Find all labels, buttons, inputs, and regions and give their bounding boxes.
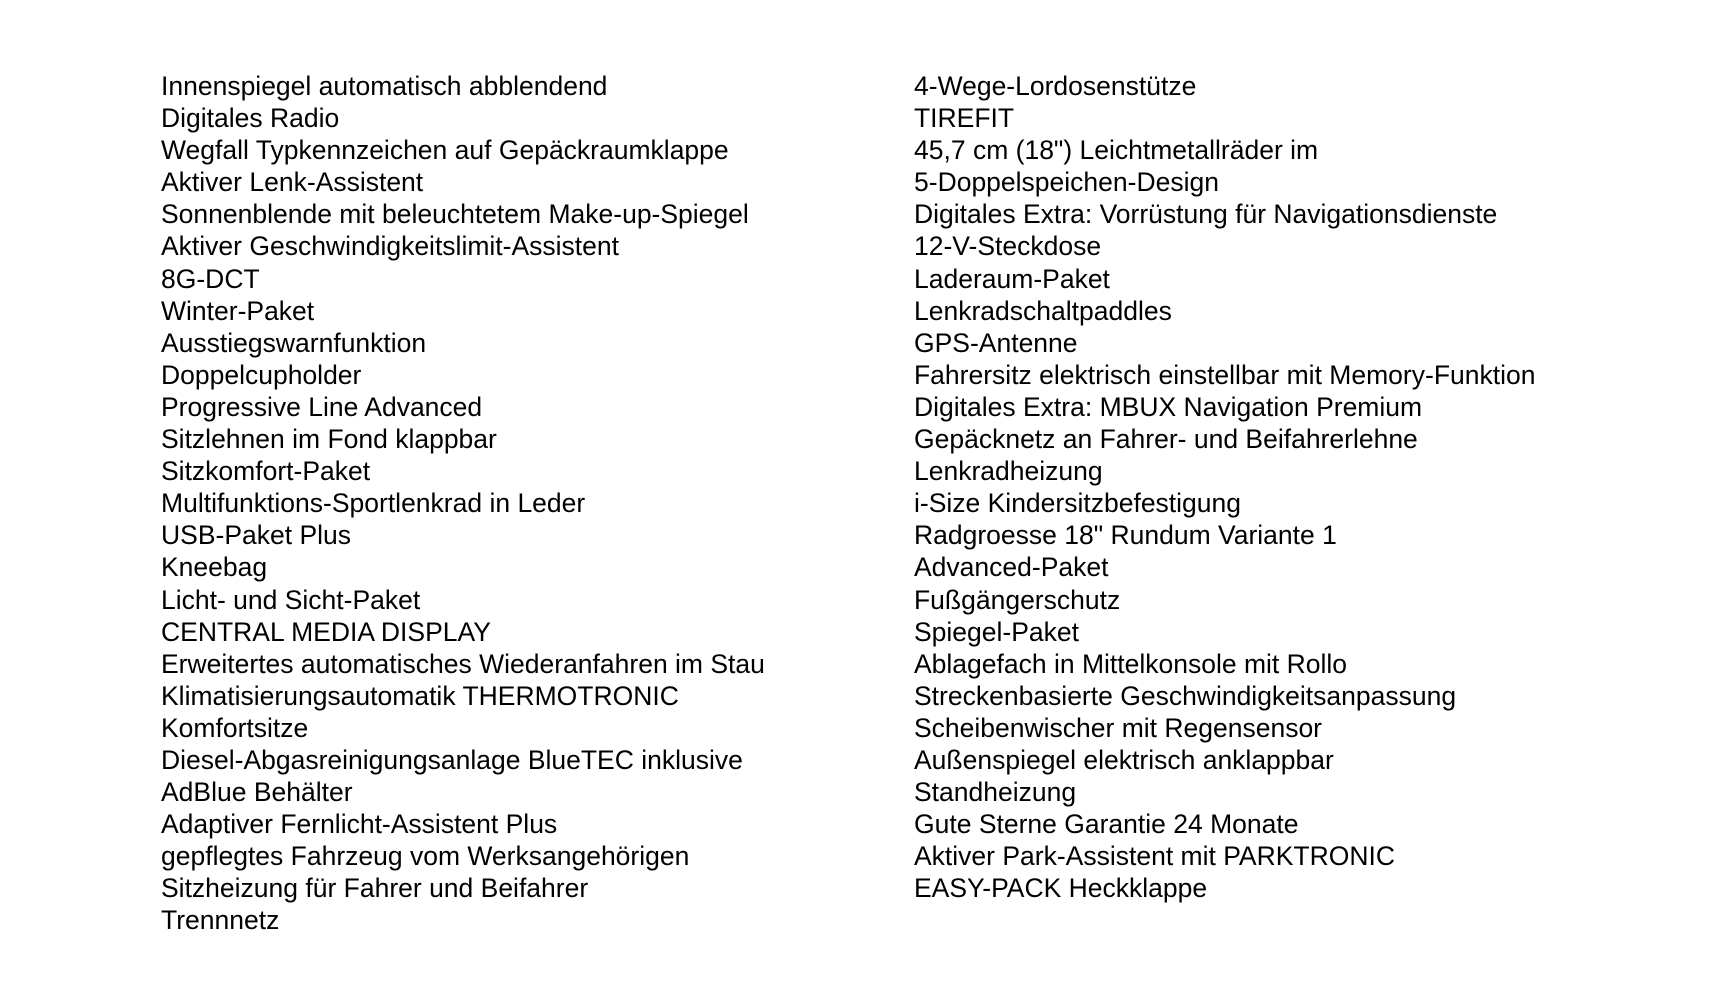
equipment-item: Sitzkomfort-Paket xyxy=(161,456,371,487)
equipment-item: USB-Paket Plus xyxy=(161,520,351,551)
equipment-item: gepflegtes Fahrzeug vom Werksangehörigen xyxy=(161,841,690,872)
equipment-item: Adaptiver Fernlicht-Assistent Plus xyxy=(161,809,558,840)
equipment-item: Progressive Line Advanced xyxy=(161,391,483,422)
equipment-item: Erweitertes automatisches Wiederanfahren im Stau xyxy=(161,648,765,679)
equipment-item: Digitales Extra: MBUX Navigation Premium xyxy=(914,391,1423,422)
equipment-item: Multifunktions-Sportlenkrad in Leder xyxy=(161,488,586,519)
equipment-item: 5-Doppelspeichen-Design xyxy=(914,167,1219,198)
equipment-item: Spiegel-Paket xyxy=(914,616,1079,647)
equipment-item: Klimatisierungsautomatik THERMOTRONIC xyxy=(161,680,679,711)
equipment-item: Aktiver Park-Assistent mit PARKTRONIC xyxy=(914,841,1395,872)
equipment-item: Fahrersitz elektrisch einstellbar mit Memory-Funktion xyxy=(914,359,1536,390)
equipment-item: Radgroesse 18" Rundum Variante 1 xyxy=(914,520,1337,551)
equipment-item: Streckenbasierte Geschwindigkeitsanpassung xyxy=(914,680,1457,711)
equipment-item: Komfortsitze xyxy=(161,712,309,743)
equipment-item: Ablagefach in Mittelkonsole mit Rollo xyxy=(914,648,1348,679)
equipment-item: CENTRAL MEDIA DISPLAY xyxy=(161,616,491,647)
equipment-item: Aktiver Lenk-Assistent xyxy=(161,167,424,198)
equipment-item: Lenkradheizung xyxy=(914,456,1103,487)
equipment-list-left xyxy=(161,70,861,937)
equipment-item: Trennnetz xyxy=(161,905,280,936)
equipment-item: Gepäcknetz an Fahrer- und Beifahrerlehne xyxy=(914,424,1418,455)
equipment-item: i-Size Kindersitzbefestigung xyxy=(914,488,1242,519)
equipment-item: Wegfall Typkennzeichen auf Gepäckraumklappe xyxy=(161,135,729,166)
equipment-item: Gute Sterne Garantie 24 Monate xyxy=(914,809,1299,840)
equipment-item: Laderaum-Paket xyxy=(914,263,1110,294)
equipment-item: AdBlue Behälter xyxy=(161,777,353,808)
equipment-item: Digitales Radio xyxy=(161,103,340,134)
equipment-item: Licht- und Sicht-Paket xyxy=(161,584,421,615)
equipment-item: 12-V-Steckdose xyxy=(914,231,1102,262)
equipment-item: Advanced-Paket xyxy=(914,552,1109,583)
equipment-item: Lenkradschaltpaddles xyxy=(914,295,1172,326)
equipment-item: TIREFIT xyxy=(914,103,1015,134)
equipment-item: EASY-PACK Heckklappe xyxy=(914,873,1208,904)
equipment-item: Sitzlehnen im Fond klappbar xyxy=(161,424,497,455)
equipment-list-right xyxy=(914,70,1674,904)
equipment-item: Diesel-Abgasreinigungsanlage BlueTEC inklusive xyxy=(161,744,743,775)
equipment-item: Sonnenblende mit beleuchtetem Make-up-Spiegel xyxy=(161,199,749,230)
equipment-item: Ausstiegswarnfunktion xyxy=(161,327,427,358)
equipment-item: Winter-Paket xyxy=(161,295,315,326)
equipment-item: 45,7 cm (18") Leichtmetallräder im xyxy=(914,135,1319,166)
equipment-item: Außenspiegel elektrisch anklappbar xyxy=(914,744,1334,775)
equipment-item: 4-Wege-Lordosenstütze xyxy=(914,71,1197,101)
equipment-item: Scheibenwischer mit Regensensor xyxy=(914,712,1323,743)
equipment-item: Doppelcupholder xyxy=(161,359,362,390)
equipment-item: Sitzheizung für Fahrer und Beifahrer xyxy=(161,873,589,904)
equipment-item: Digitales Extra: Vorrüstung für Navigationsdienste xyxy=(914,199,1498,230)
equipment-item: Standheizung xyxy=(914,777,1077,808)
equipment-item: Innenspiegel automatisch abblendend xyxy=(161,71,608,101)
equipment-item: Aktiver Geschwindigkeitslimit-Assistent xyxy=(161,231,619,262)
equipment-item: 8G-DCT xyxy=(161,263,260,294)
equipment-item: GPS-Antenne xyxy=(914,327,1078,358)
equipment-item: Kneebag xyxy=(161,552,268,583)
equipment-item: Fußgängerschutz xyxy=(914,584,1121,615)
